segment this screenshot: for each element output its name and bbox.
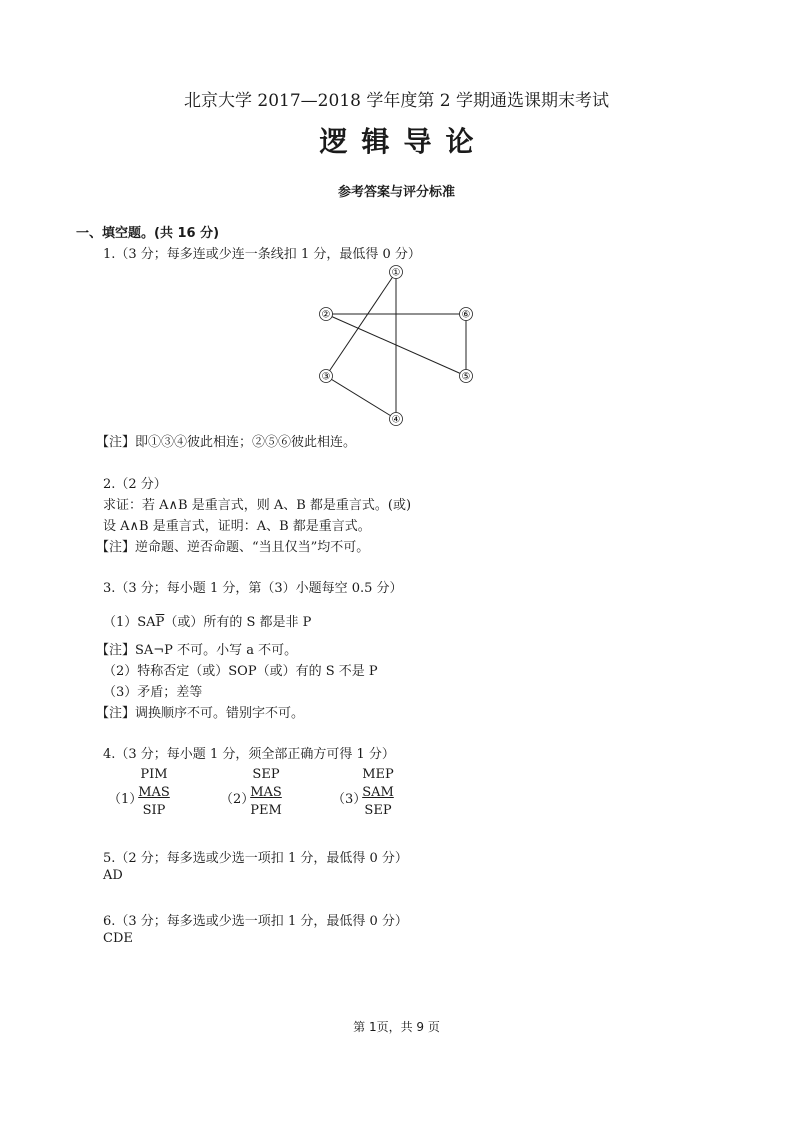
q3-note1: 【注】SA¬P 不可。小写 a 不可。 xyxy=(96,643,298,658)
q4-syllogism-3 xyxy=(360,766,396,820)
q5-header: 5.（2 分；每多选或少选一项扣 1 分，最低得 0 分） xyxy=(103,851,408,866)
syllogism-2-conclusion: PEM xyxy=(250,803,282,818)
q3-line1 xyxy=(103,611,311,630)
q4-syllogism-2 xyxy=(248,766,284,820)
section-heading: 一、填空题。(共 16 分) xyxy=(76,226,220,241)
q2-note: 【注】逆命题、逆否命题、“当且仅当”均不可。 xyxy=(96,540,370,555)
node-5-label: ⑤ xyxy=(461,371,471,383)
q5-answer: AD xyxy=(103,868,123,883)
page-footer: 第 1页，共 9 页 xyxy=(353,1020,440,1034)
syllogism-3-minor: SAM xyxy=(362,785,394,800)
node-4 xyxy=(390,413,403,426)
course-title: 逻辑导论 xyxy=(319,125,488,158)
node-3-label: ③ xyxy=(321,371,331,383)
node-6 xyxy=(460,308,473,321)
q6-answer: CDE xyxy=(103,931,133,946)
edge-1-3 xyxy=(326,272,396,376)
subtitle: 参考答案与评分标准 xyxy=(337,185,455,200)
q4-item3-label: （3） xyxy=(332,792,367,807)
q2-header: 2.（2 分） xyxy=(103,477,167,492)
q1-header: 1.（3 分；每多连或少连一条线扣 1 分，最低得 0 分） xyxy=(103,247,421,262)
node-5 xyxy=(460,370,473,383)
syllogism-3-major: MEP xyxy=(362,767,394,782)
syllogism-1-minor: MAS xyxy=(138,785,170,800)
q4-header: 4.（3 分；每小题 1 分，须全部正确方可得 1 分） xyxy=(103,747,395,762)
syllogism-1-major: PIM xyxy=(140,767,168,782)
exam-title: 北京大学 2017—2018 学年度第 2 学期通选课期末考试 xyxy=(184,91,609,111)
syllogism-2-minor: MAS xyxy=(250,785,282,800)
q1-connection-diagram xyxy=(310,262,490,432)
q3-line2: （2）特称否定（或）SOP（或）有的 S 不是 P xyxy=(103,664,378,679)
q3-note2: 【注】调换顺序不可。错别字不可。 xyxy=(96,706,305,721)
q3-line3: （3）矛盾；差等 xyxy=(103,685,203,700)
syllogism-3-conclusion: SEP xyxy=(364,803,392,818)
node-1 xyxy=(390,266,403,279)
q4-item2-label: （2） xyxy=(220,792,255,807)
q2-line2: 设 A∧B 是重言式，证明：A、B 都是重言式。 xyxy=(103,519,371,534)
q3-line1-negated-p: $\overline{P}$ xyxy=(155,615,165,630)
q3-header: 3.（3 分；每小题 1 分，第（3）小题每空 0.5 分） xyxy=(103,581,403,596)
q4-item1-label: （1） xyxy=(108,792,143,807)
node-2 xyxy=(320,308,333,321)
edge-3-4 xyxy=(326,376,396,419)
node-3 xyxy=(320,370,333,383)
node-4-label: ④ xyxy=(391,414,401,426)
node-2-label: ② xyxy=(321,309,331,321)
q1-note: 【注】即①③④彼此相连；②⑤⑥彼此相连。 xyxy=(96,435,357,450)
syllogism-1-conclusion: SIP xyxy=(142,803,166,818)
q6-header: 6.（3 分；每多选或少选一项扣 1 分，最低得 0 分） xyxy=(103,914,408,929)
node-1-label: ① xyxy=(391,267,401,279)
q2-line1: 求证：若 A∧B 是重言式，则 A、B 都是重言式。(或) xyxy=(103,498,412,513)
node-6-label: ⑥ xyxy=(461,309,471,321)
syllogism-2-major: SEP xyxy=(252,767,280,782)
q3-line1-prefix: （1）SA xyxy=(103,615,156,630)
q4-syllogism-1 xyxy=(136,766,172,820)
q3-line1-suffix: （或）所有的 S 都是非 P xyxy=(164,615,312,630)
